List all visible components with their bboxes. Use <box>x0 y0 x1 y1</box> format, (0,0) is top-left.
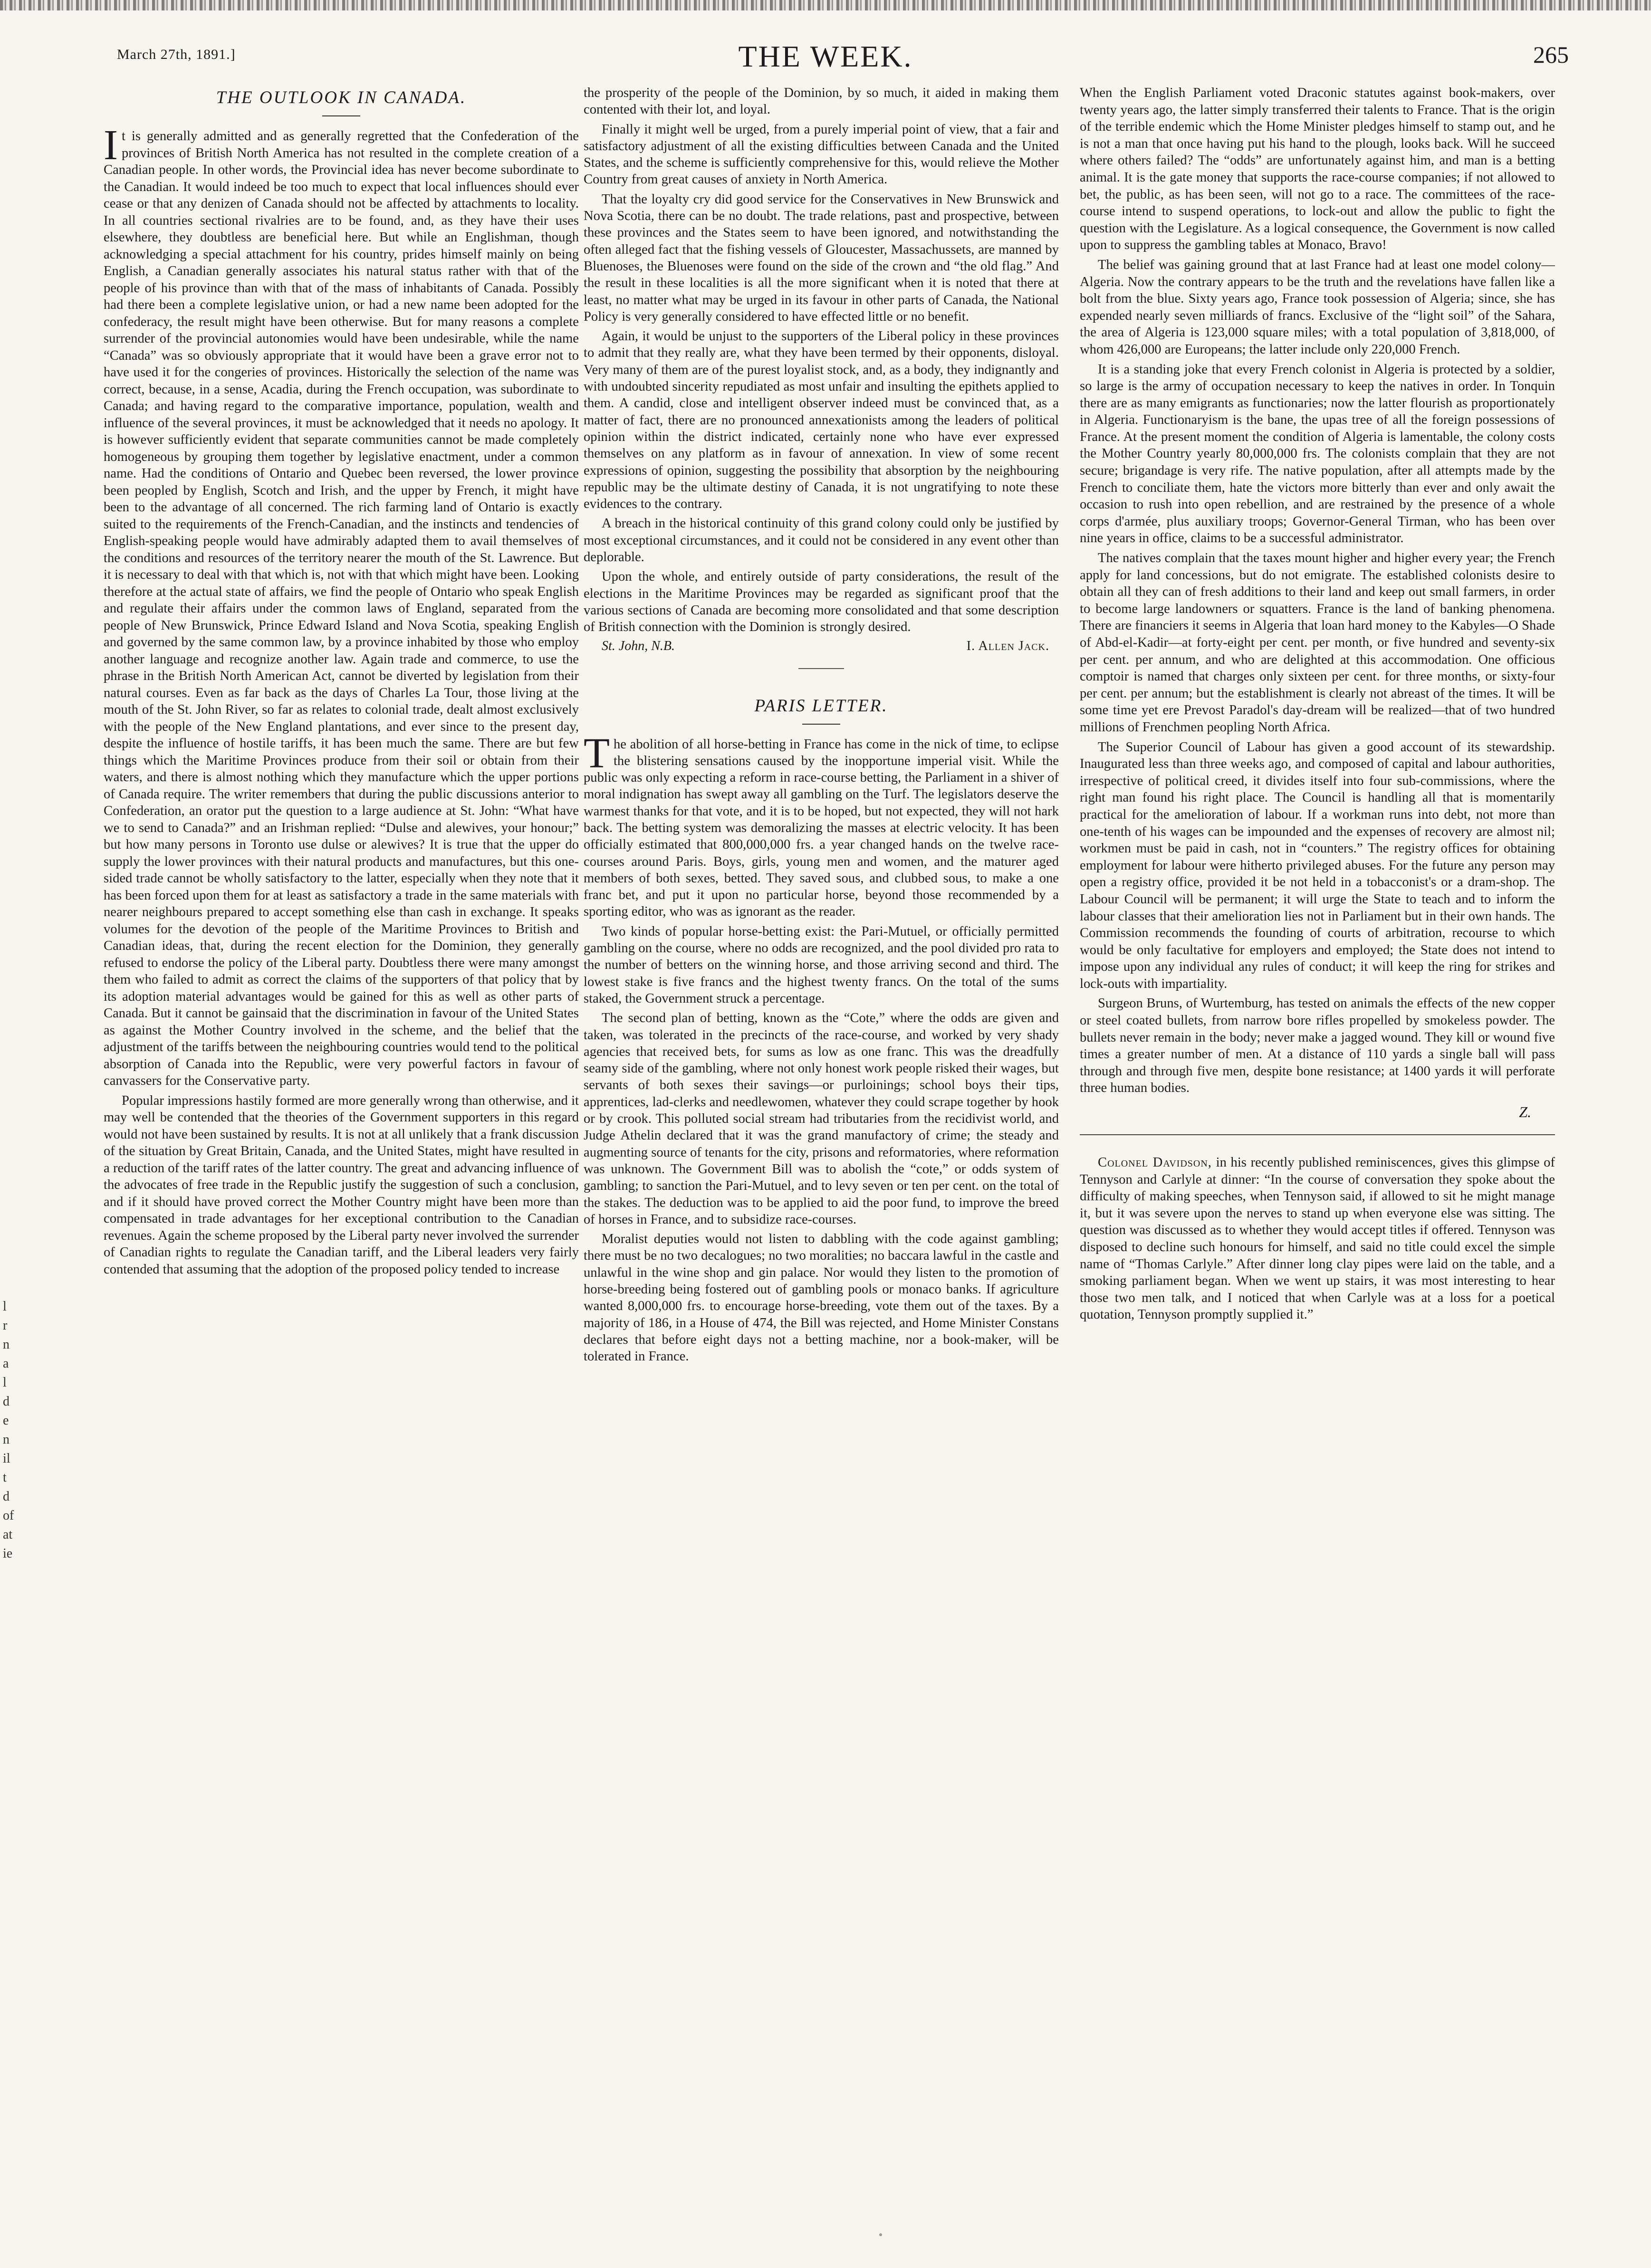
scanned-top-border <box>0 0 1651 10</box>
article-paragraph: It is generally admitted and as generally regretted that the Confederation of the provinces of British North America has not resulted in the complete creation of a Canadian people. In other words, the Provincial idea has never become subordinate to the Canadian. It would indeed be too much to expect that local influences should ever cease or that any denizen of Canada should not be affected by attachments to locality. In all countries sectional rivalries are to be found, and, as they have their uses elsewhere, they doubtless are beneficial here. But while an Englishman, though acknowledging a special attachment for his country, prides himself mainly on being English, a Canadian generally associates his natural status rather with that of the people of his province than with that of the mass of inhabitants of Canada. Possibly had there been a complete legislative union, or had a new name been adopted for the confederacy, the result might have been otherwise. But for many reasons a complete surrender of the provincial autonomies would have been undesirable, while the name “Canada” was so obviously appropriate that it would have been a grave error not to have used it for the congeries of provinces. Historically the selection of the name was correct, because, in a sense, Acadia, during the French occupation, was subordinate to Canada; and having regard to the comparative importance, population, wealth and influence of the several provinces, it must be acknowledged that it needs no apology. It is however sufficiently evident that separate communities cannot be made completely homogeneous by grouping them together by legislative enactment, under a common name. Had the conditions of Ontario and Quebec been reversed, the lower province been peopled by English, Scotch and Irish, and the upper by French, it might have been to the advantage of all concerned. The rich farming land of Ontario is exactly suited to the requirements of the French-Canadian, and the instincts and tendencies of English-speaking people would have admirably adapted them to avail themselves of the conditions and resources of the territory nearer the mouth of the St. Lawrence. But it is necessary to deal with that which is, not with that which might have been. Looking therefore at the actual state of affairs, we find the people of Ontario who speak English and regulate their affairs under the common laws of England, separated from the people of New Brunswick, Prince Edward Island and Nova Scotia, speaking English and governed by the same common law, by a province inhabited by those who employ another language and recognize another law. Again trade and commerce, to use the phrase in the British North American Act, cannot be diverted by legislation from their natural courses. Even as far back as the days of Charles La Tour, those living at the mouth of the St. John River, so far as relates to colonial trade, dealt almost exclusively with the people of the New England plantations, and ever since to the present day, despite the influence of hostile tariffs, it has been much the same. There are but few things which the Maritime Provinces produce from their soil or obtain from their waters, and there is almost nothing which they manufacture which the upper portions of Canada require. The writer remembers that during the public discussions anterior to Confederation, an orator put the question to a large audience at St. John: “What have we to send to Canada?” and an Irishman replied: “Dulse and alewives, your honour;” but how many persons in Toronto use dulse or alewives? It is true that the upper do supply the lower provinces with their natural products and manufactures, but this one-sided trade cannot be wholly satisfactory to the latter, especially when they note that it has been forced upon them for at least as satisfactory a trade in the same materials with nearer neighbours prepared to accept something else than cash in exchange. It speaks volumes for the devotion of the people of the Maritime Provinces to British and Canadian ideas, that, during the recent election for the Dominion, they generally refused to endorse the policy of the Liberal party. Doubtless there were many amongst them who failed to admit as correct the claims of the supporters of that policy that by its adoption material advantages would be gained for this as well as other parts of Canada. But it cannot be gainsaid that the discrimination in favour of the United States as against the Mother Country involved in the scheme, and the belief that the adjustment of the tariffs between the neighbouring countries would tend to the political absorption of Canada into the Republic, were very powerful factors in favour of canvassers for the Conservative party. <box>104 122 579 1088</box>
issue-date: March 27th, 1891.] <box>117 47 236 62</box>
article-paragraph: The second plan of betting, known as the “Cote,” where the odds are given and taken, was tolerated in the precincts of the race-course, and worked by very shady agencies that received bets, for sums as low as one franc. This was the dreadfully seamy side of the gambling, where not only honest work people risked their wages, but servants of both sexes their savings—or purloinings; school boys their tips, apprentices, lad-clerks and needlewomen, whatever they could scrape together by hook or by crook. This polluted social stream had tributaries from the recidivist world, and Judge Athelin declared that it was the grand manufactory of crime; the steady and augmenting source of tenants for the city, prisons and reformatories, where reformation was unknown. The Government Bill was to abolish the “cote,” or odds system of gambling; to sanction the Pari-Mutuel, and to levy seven or ten per cent. on the total of the stakes. The deduction was to be applied to aid the poor fund, to improve the breed of horses in France, and to subsidize race-courses. <box>584 1011 1059 1227</box>
column-3 <box>1080 85 1555 2266</box>
article-paragraph: The Superior Council of Labour has given a good account of its stewardship. Inaugurated less than three weeks ago, and composed of capital and labour authorities, irrespective of political creed, it divides itself into four sub-commissions, where the right man found his right place. The Council is handling all that is momentarily practical for the amelioration of labour. If a workman runs into debt, not more than one-tenth of his wages can be impounded and the expenses of recovery are almost nil; workmen must be paid in cash, not in “counters.” The registry offices for obtaining employment for labour were hitherto privileged abuses. For the future any person may open a registry office, provided it be not held in a tobacconist's or a dram-shop. The Labour Council will be permanent; it will urge the State to teach and to inform the labour classes that their amelioration lies not in Parliament but in their own hands. The Commission recommends the founding of courts of arbitration, recourse to which would be only facultative for employers and employed; the State does not intend to impose upon any individual any rules of conduct; it will keep the ring for strikes and lock-outs with impartiality. <box>1080 739 1555 991</box>
page-number: 265 <box>1533 41 1569 68</box>
article-paragraph: It is a standing joke that every French colonist in Algeria is protected by a soldier, so large is the army of occupation necessary to keep the natives in order. In Tonquin there are as many emigrants as functionaries; now the latter flourish as proportionately in Algeria. Functionaryism is the bane, the upas tree of all the foreign possessions of France. At the present moment the condition of Algeria is lamentable, the colony costs the Mother Country yearly 80,000,000 frs. The colonists complain that they are not secure; brigandage is very rife. The native population, after all attempts made by the French to conciliate them, hate the victors more bitterly than ever and only await the occasion to rush into open rebellion, and are restrained by the presence of a whole corps d'armée, plus auxiliary troops; Governor-General Tirman, who has been over nine years in office, claims to be a successful administrator. <box>1080 362 1555 546</box>
margin-fragment: n <box>3 1432 10 1447</box>
margin-fragment: il <box>3 1451 10 1466</box>
margin-fragment: l <box>3 1299 7 1314</box>
article-paragraph: Popular impressions hastily formed are more generally wrong than otherwise, and it may well be contended that the theories of the Government supporters in this regard would not have been sustained by results. It is not at all unlikely that a frank discussion of the situation by Great Britain, Canada, and the United States, might have resulted in a reduction of the tariff rates of the latter country. The great and advancing influence of the advocates of free trade in the Republic justify the suggestion of such a conclusion, and if it should have proved correct the Mother Country might have been more than compensated in trade advantages for her exceptional contribution to the Canadian revenues. Again the scheme proposed by the Liberal party never involved the surrender of Canadian rights to regulate the Canadian tariff, and the Liberal leaders very fairly contended that assuming that the adoption of the proposed policy tended to increase <box>104 1093 579 1277</box>
margin-fragment: of <box>3 1508 14 1523</box>
article-paragraph: The belief was gaining ground that at last France had at least one model colony—Algeria. Now the contrary appears to be the truth and the revelations have fallen like a bolt from the blue. Sixty years ago, France took possession of Algeria; since, she has expended nearly seven milliards of francs. Exclusive of the “light soil” of the Sahara, the area of Algeria is 123,000 square miles; with a total population of 3,818,000, of whom 426,000 are Europeans; the latter include only 220,000 French. <box>1080 257 1555 357</box>
margin-fragment: n <box>3 1337 10 1352</box>
heading-rule <box>322 115 360 116</box>
article-heading-paris: PARIS LETTER. <box>754 696 888 716</box>
article-paragraph: Again, it would be unjust to the supporters of the Liberal policy in these provinces to admit that they really are, what they have been termed by their opponents, disloyal. Very many of them are of the purest loyalist stock, and, as a body, they indignantly and with undoubted sincerity repudiated as most unfair and insulting the epithets applied to them. A candid, close and intelligent observer indeed must be convinced that, as a matter of fact, there are no pronounced annexationists among the leaders of political opinion within the district indicated, certainly none who have ever expressed themselves on any platform as in favour of annexation. In view of some recent expressions of opinion, suggesting the possibility that absorption by the neighbouring republic may be the ultimate destiny of Canada, it is not ungratifying to note these evidences to the contrary. <box>584 329 1059 512</box>
margin-fragment: r <box>3 1318 8 1333</box>
margin-fragment: d <box>3 1394 10 1409</box>
margin-fragment: at <box>3 1527 13 1542</box>
article-paragraph: The natives complain that the taxes mount higher and higher every year; the French apply for land concessions, but do not emigrate. The established colonists desire to obtain all they can of fresh additions to their land and keep out small farmers, in order to become large landowners or squatters. France is the land of banking phenomena. There are financiers it seems in Algeria that loan hard money to the Kabyles—O Shade of Abd-el-Kadir—at forty-eight per cent. per month, or five hundred and seventy-six per cent. per annum, and who are delighted at this accommodation. One officious comptoir is named that charges only sixteen per cent. for three months, or sixty-four per cent. per annum; but the establishment is clearly not abreast of the times. It will be some time yet ere Prevost Paradol's day-dream will be realized—that of two hundred millions of Frenchmen peopling North Africa. <box>1080 551 1555 735</box>
article-paragraph: Moralist deputies would not listen to dabbling with the code against gambling; there must be no two decalogues; no two moralities; no baccara lawful in the castle and unlawful in the wine shop and gin palace. Nor would they listen to the promotion of horse-breeding being fostered out of gambling pools or monaco banks. If agriculture wanted 8,000,000 frs. to encourage horse-breeding, vote them out of the taxes. By a majority of 186, in a House of 474, the Bill was rejected, and Home Minister Constans declares that before eight days not a betting machine, nor a book-maker, will be tolerated in France. <box>584 1232 1059 1364</box>
margin-fragment: d <box>3 1489 10 1504</box>
davidson-paragraph <box>1080 1154 1555 1323</box>
publication-title: THE WEEK. <box>738 39 913 73</box>
margin-fragment: ie <box>3 1546 13 1561</box>
signature-author: I. Allen Jack. <box>966 638 1049 653</box>
column-2 <box>584 85 1059 2266</box>
scan-speck <box>879 2233 882 2236</box>
signature-place: St. John, N.B. <box>602 638 675 653</box>
margin-fragment: a <box>3 1356 9 1371</box>
davidson-lead: Colonel Davidson, <box>1098 1155 1212 1170</box>
article-paragraph: The abolition of all horse-betting in France has come in the nick of time, to eclipse the blistering sensations caused by the inopportune imperial visit. While the public was only expecting a reform in race-course betting, the Parliament in a shiver of moral indignation has swept away all gambling on the Turf. The legislators deserve the warmest thanks for that vote, and it is to be hoped, but not expected, they will not hark back. The betting system was demoralizing the masses at electric velocity. It has been officially estimated that 800,000,000 frs. a year changed hands on the twelve race-courses around Paris. Boys, girls, young men and women, and the maturer aged members of both sexes, betted. They saved sous, and clubbed sous, to make a one franc bet, and put it upon no particular horse, beyond those recommended by a sporting editor, who was as ignorant as the reader. <box>584 729 1059 919</box>
section-divider <box>1080 1134 1555 1135</box>
article-paragraph: Two kinds of popular horse-betting exist: the Pari-Mutuel, or officially permitted gambling on the course, where no odds are recognized, and the pool divided pro rata to the number of betters on the winning horse, and those arriving second and third. The lowest stake is five francs and the highest twenty francs. On the total of the sums staked, the Government struck a percentage. <box>584 924 1059 1006</box>
article-paragraph: Upon the whole, and entirely outside of party considerations, the result of the elections in the Maritime Provinces may be regarded as significant proof that the various sections of Canada are becoming more consolidated and that some description of British connection with the Dominion is strongly desired. <box>584 569 1059 635</box>
column-1 <box>104 85 579 2266</box>
margin-fragment: e <box>3 1413 9 1428</box>
article-paragraph: That the loyalty cry did good service for the Conservatives in New Brunswick and Nova Scotia, there can be no doubt. The trade relations, past and prospective, between these provinces and the States seem to have been ignored, and notwithstanding the often alleged fact that the fishing vessels of Gloucester, Massachussets, are manned by Bluenoses, the Bluenoses were found on the side of the crown and “the old flag.” And the result in these localities is all the more significant when it is noted that there at least, no matter what may be urged in its favour in other parts of Canada, the National Policy is very generally considered to have effected little or no benefit. <box>584 191 1059 324</box>
article-signature <box>584 639 1059 654</box>
article-paragraph: Finally it might well be urged, from a purely imperial point of view, that a fair and satisfactory adjustment of all the existing difficulties between Canada and the United States, and the scheme is sufficiently comprehensive for this, would relieve the Mother Country from great causes of anxiety in North America. <box>584 122 1059 187</box>
left-margin-fragments <box>3 1297 17 1563</box>
article-paragraph: When the English Parliament voted Draconic statutes against book-makers, over twenty years ago, the latter simply transferred their talents to France. That is the origin of the terrible endemic which the Home Minister pledges himself to stamp out, and he is not a man that once having put his hand to the plough, looks back. Will he succeed where others failed? The “odds” are unfortunately against him, and man is a betting animal. It is the gate money that supports the race-course companies; if not allowed to bet, the public, as has been seen, will not go to a race. The committees of the race-course intend to suspend operations, to lock-out and allow the public to fight the question with the Legislature. As a logical consequence, the Government is now called upon to suppress the gambling tables at Monaco, Bravo! <box>1080 86 1555 253</box>
article-paragraph: A breach in the historical continuity of this grand colony could only be justified by most exceptional circumstances, and it could not be considered in any event other than deplorable. <box>584 516 1059 565</box>
margin-fragment: t <box>3 1470 7 1485</box>
page-header <box>0 39 1651 75</box>
author-initial: Z. <box>1519 1103 1531 1121</box>
article-paragraph: Surgeon Bruns, of Wurtemburg, has tested on animals the effects of the new copper or steel coated bullets, from narrow bore rifles propelled by smokeless powder. The bullets never remain in the body; never make a jagged wound. They kill or wound five times a greater number of men. At a distance of 110 yards a single ball will pass through and through five men, despite bone resistance; at 1400 yards it will perforate three human bodies. <box>1080 996 1555 1096</box>
heading-rule <box>802 724 840 725</box>
margin-fragment: l <box>3 1375 7 1390</box>
davidson-body: in his recently published reminiscences, gives this glimpse of Tennyson and Carlyle at dinner: “In the course of conversation they spoke about the difficulty of making speeches, when Tennyson said, if allowed to sit he might manage it, but it was severe upon the nerves to stand up when everyone else was sitting. The question was discussed as to whether they would accept titles if offered. Tennyson was disposed to decline such honours for himself, and said no title could excel the simple name of “Thomas Carlyle.” After dinner long clay pipes were laid on the table, and a smoking parliament began. When we went up stairs, it was most interesting to hear those two men talk, and I noticed that when Carlyle was at a loss for a poetical quotation, Tennyson promptly supplied it.” <box>1080 1155 1555 1322</box>
article-paragraph: the prosperity of the people of the Dominion, by so much, it aided in making them contented with their lot, and loyal. <box>584 86 1059 117</box>
article-heading-outlook: THE OUTLOOK IN CANADA. <box>216 88 467 107</box>
section-divider <box>798 668 844 669</box>
